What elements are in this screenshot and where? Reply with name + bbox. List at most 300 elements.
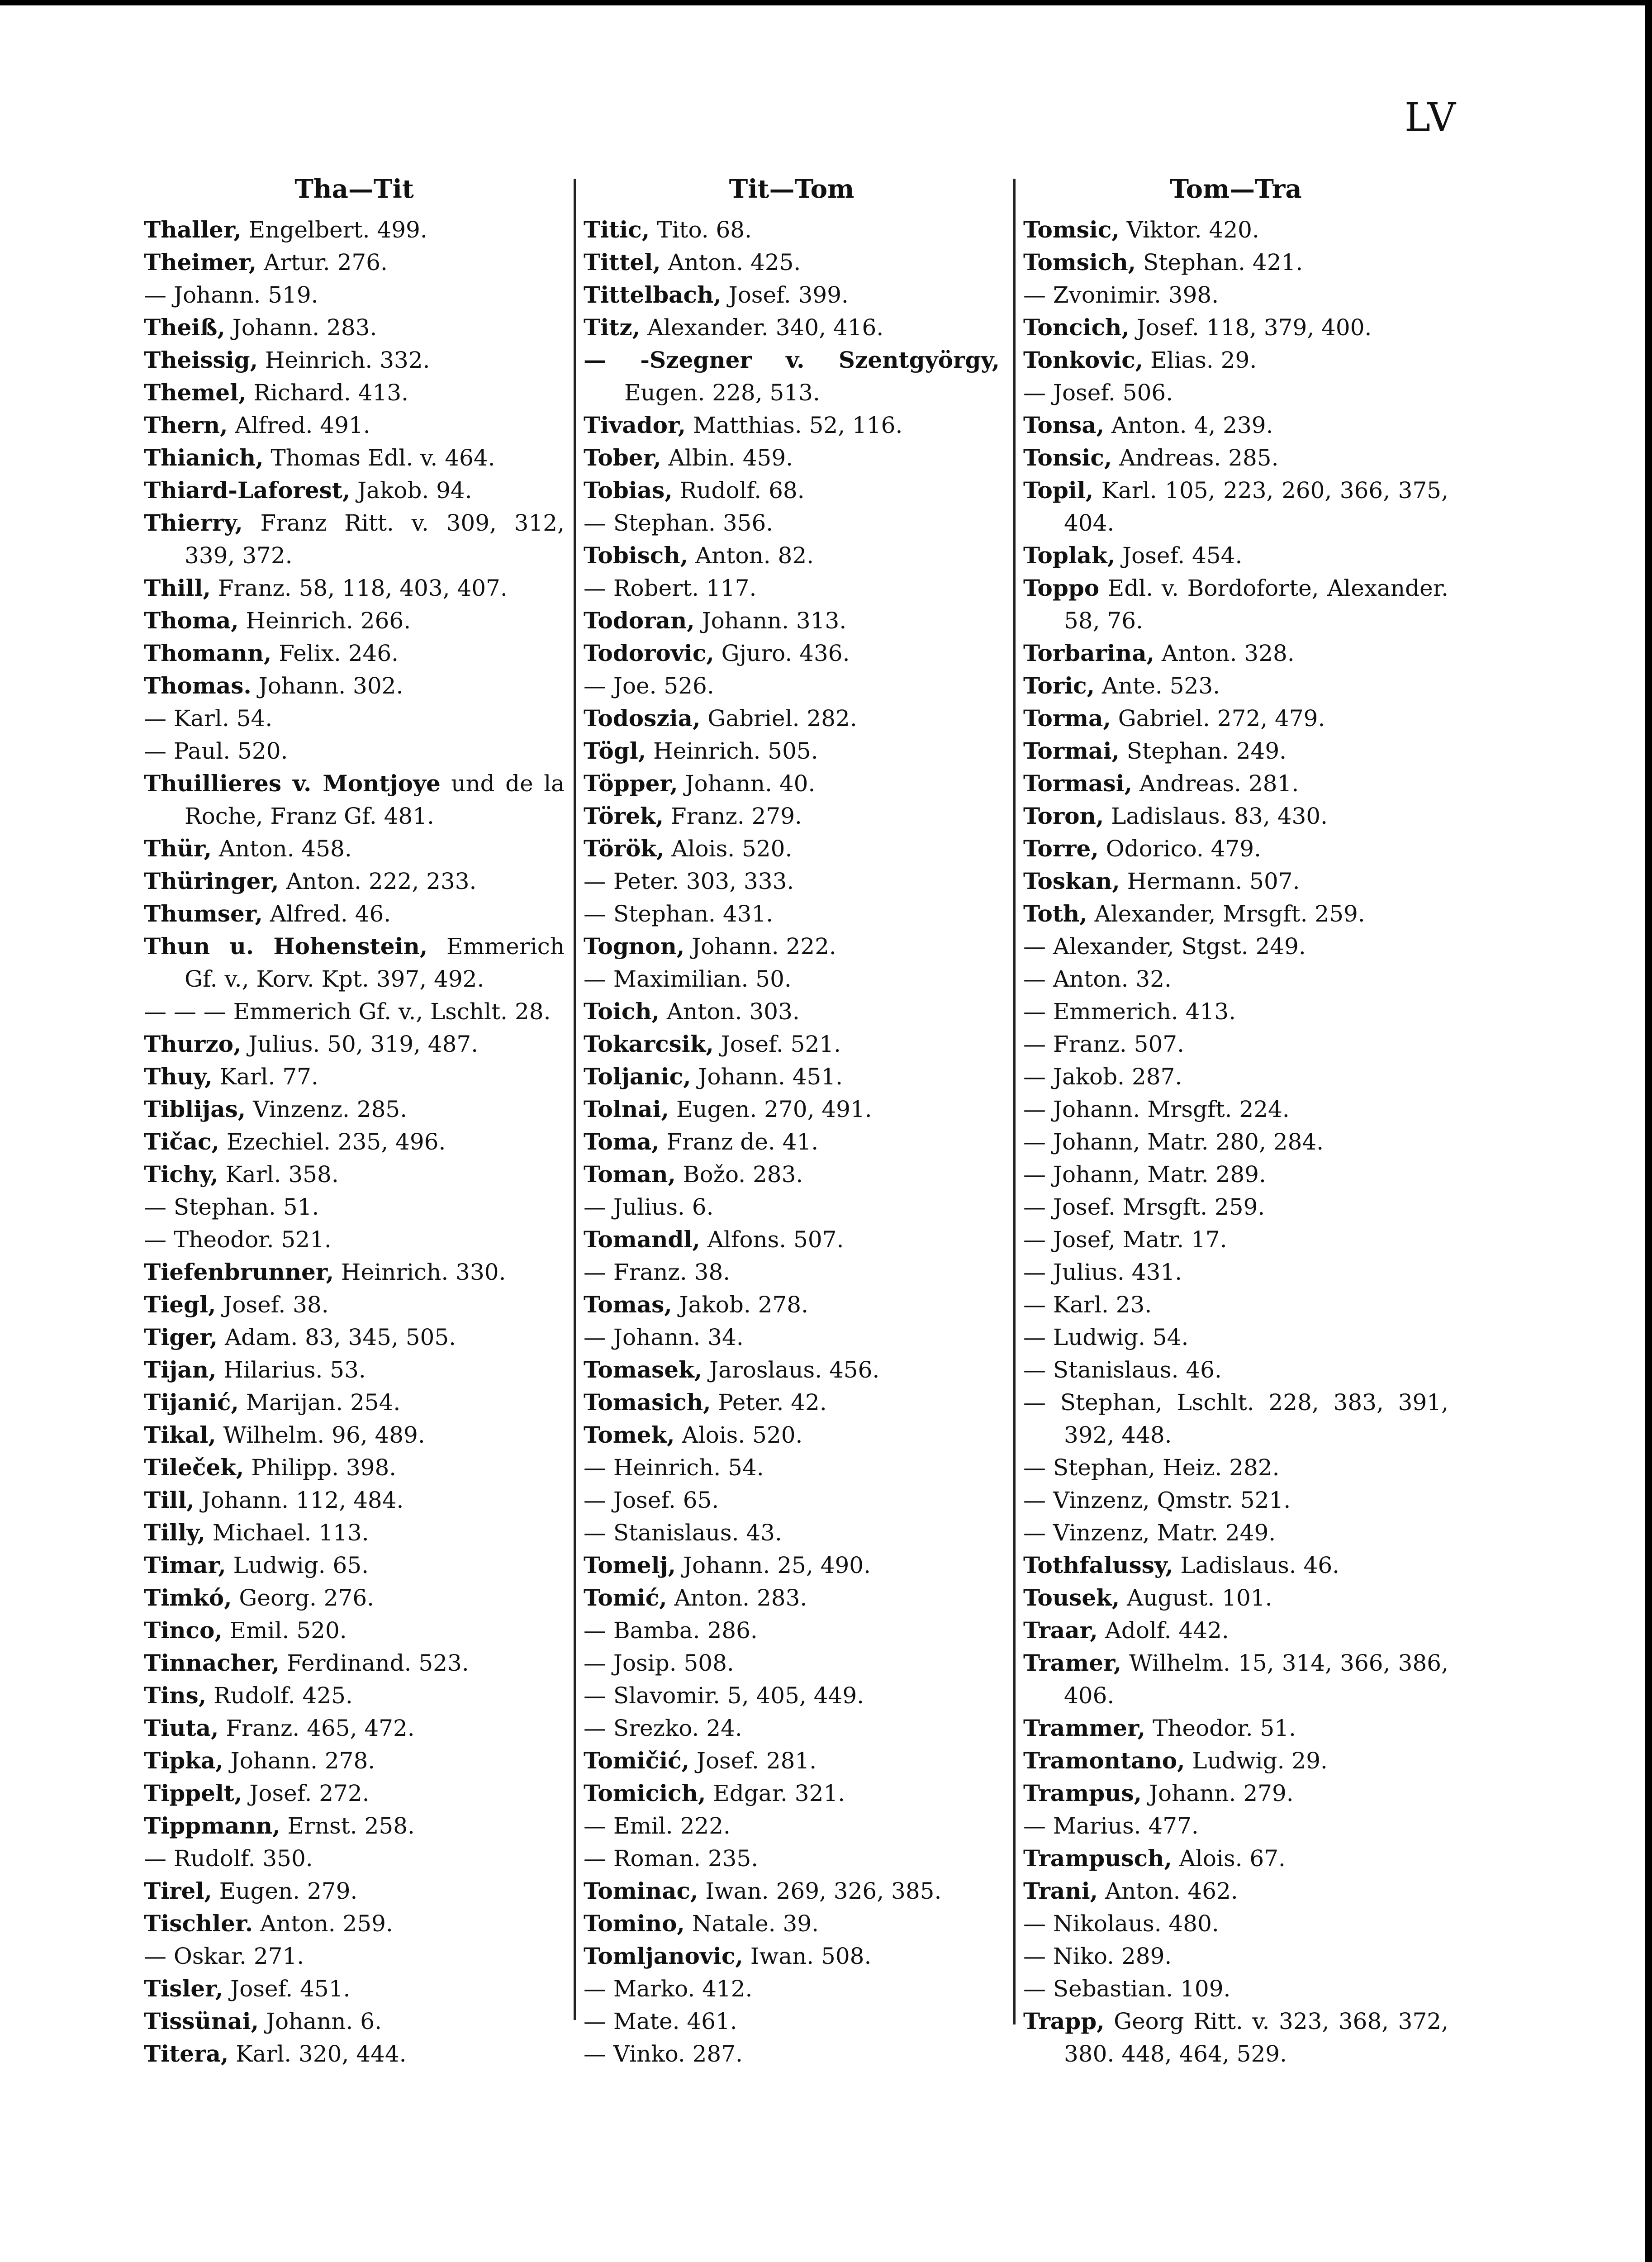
entry-details: — Sebastian. 109. [1023,1976,1231,2002]
entry-details: Rudolf. 68. [672,477,805,504]
index-entry [584,1679,1000,1712]
entry-details: Andreas. 281. [1132,770,1299,797]
entry-surname: Toric, [1023,672,1095,699]
entry-surname: Thüringer, [144,868,279,894]
entry-surname: Thomas. [144,672,252,699]
entry-details: Josef. 281. [689,1748,817,1774]
entry-surname: Tippelt, [144,1780,242,1806]
index-entry [584,311,1000,344]
entry-surname: Tomasek, [584,1356,703,1383]
entry-surname: Tomek, [584,1421,675,1448]
entry-surname: Thumser, [144,900,263,927]
entry-details: Franz. 58, 118, 403, 407. [210,575,508,601]
column-heading: Tha—Tit [294,174,414,204]
entry-surname: Toma, [584,1128,660,1155]
entry-surname: Timkó, [144,1584,232,1611]
entry-details: — Josef. 506. [1023,380,1173,406]
entry-surname: Tobias, [584,477,673,504]
index-entry [584,1126,1000,1158]
index-entry [584,930,1000,963]
index-entry [144,767,565,832]
index-entry [1023,2005,1448,2070]
entry-details: — Johann. 519. [144,282,318,308]
entry-details: Eugen. 279. [212,1878,358,1904]
entry-details: Iwan. 269, 326, 385. [698,1878,942,1904]
entry-details: Artur. 276. [256,249,388,276]
entry-surname: Tomsich, [1023,249,1136,276]
entry-surname: Thun u. Hohenstein, [144,933,428,960]
entry-surname: Toppo [1023,575,1100,601]
index-entry [1023,1582,1448,1614]
index-entry [1023,637,1448,670]
index-entry [584,1744,1000,1777]
entry-details: Richard. 413. [246,380,409,406]
entry-details: Jakob. 278. [672,1292,808,1318]
index-entry [584,1972,1000,2005]
index-entry [144,1875,565,1907]
entry-surname: Trampus, [1023,1780,1142,1806]
index-entry [584,442,1000,474]
entry-details: Alfred. 46. [262,901,391,927]
index-entry [584,246,1000,279]
entry-surname: Tittelbach, [584,281,722,308]
entry-details: — Joe. 526. [584,673,714,699]
entry-surname: Tins, [144,1682,207,1709]
index-entry [144,2038,565,2070]
index-entry [1023,1321,1448,1354]
entry-surname: Tonkovic, [1023,347,1144,373]
entry-details: — Johann, Matr. 280, 284. [1023,1129,1324,1155]
index-entry [1023,1549,1448,1582]
entry-details: Eugen. 270, 491. [669,1096,872,1122]
index-entry [584,1419,1000,1451]
entry-surname: Tivador, [584,412,686,438]
index-entry [144,1256,565,1288]
index-entry [584,898,1000,930]
entry-details: — Bamba. 286. [584,1617,758,1644]
index-entry [1023,214,1448,246]
index-entry [144,246,565,279]
entry-surname: Trani, [1023,1877,1098,1904]
entry-surname: Titic, [584,216,650,243]
index-entry [144,735,565,767]
entry-details: — Theodor. 521. [144,1226,332,1253]
entry-details: Anton. 82. [688,542,814,569]
index-entry [584,637,1000,670]
index-entry [1023,344,1448,376]
entry-surname: Tober, [584,444,661,471]
entry-surname: Törek, [584,803,664,829]
entry-details: August. 101. [1120,1585,1272,1611]
entry-surname: Tokarcsik, [584,1031,714,1057]
entry-details: Anton. 222, 233. [279,868,477,894]
index-entry [584,1907,1000,1940]
entry-surname: Tominac, [584,1877,698,1904]
index-entry [1023,670,1448,702]
entry-details: Emil. 520. [222,1617,347,1644]
scan-border-top [0,0,1652,5]
index-entry [144,1288,565,1321]
entry-details: — Srezko. 24. [584,1715,742,1741]
index-entry [1023,409,1448,442]
index-entry [144,1614,565,1647]
entry-details: und de la Roche, Franz Gf. 481. [185,770,565,829]
index-entry [584,1582,1000,1614]
entry-details: — Vinzenz, Matr. 249. [1023,1520,1276,1546]
index-entry [144,1582,565,1614]
entry-details: — Franz. 507. [1023,1031,1184,1057]
entry-details: Ludwig. 65. [226,1552,369,1578]
entry-surname: Tijan, [144,1356,217,1383]
entry-surname: Thür, [144,835,212,862]
entry-details: Rudolf. 425. [206,1682,353,1709]
entry-details: Edl. v. Bordoforte, Alexander. 58, 76. [1064,575,1448,634]
entry-surname: Tiegl, [144,1291,216,1318]
entry-details: Vinzenz. 285. [246,1096,408,1122]
index-entry [144,474,565,507]
entry-surname: Thern, [144,412,228,438]
entry-surname: Themel, [144,379,247,406]
entry-surname: Tramer, [1023,1649,1122,1676]
entry-details: Heinrich. 266. [238,608,411,634]
entry-details: — Robert. 117. [584,575,757,601]
index-entry [1023,1256,1448,1288]
entry-details: — Mate. 461. [584,2008,737,2034]
index-entry [584,767,1000,800]
index-entry [584,963,1000,995]
entry-surname: Tinnacher, [144,1649,280,1676]
entry-surname: Thill, [144,575,211,601]
index-entry [584,1451,1000,1484]
entry-details: Ludwig. 29. [1185,1748,1328,1774]
entry-details: Johann. 313. [694,608,847,634]
index-entry [584,1060,1000,1093]
entry-details: — Josip. 508. [584,1650,734,1676]
index-entry [144,702,565,735]
index-entry [1023,1810,1448,1842]
index-entry [584,1549,1000,1582]
entry-details: Johann. 6. [259,2008,382,2034]
index-entry [1023,1875,1448,1907]
index-entry [144,1419,565,1451]
index-entry [1023,442,1448,474]
entry-surname: Thurzo, [144,1031,242,1057]
entry-details: — Marko. 412. [584,1976,753,2002]
index-entry [1023,1777,1448,1810]
entry-surname: Thuillieres v. Montjoye [144,770,441,797]
index-entry [1023,1223,1448,1256]
index-entry [144,865,565,898]
entry-details: Viktor. 420. [1119,217,1259,243]
entry-surname: Thianich, [144,444,264,471]
entry-details: Alois. 520. [674,1422,803,1448]
entry-surname: Trampusch, [1023,1845,1172,1872]
entry-details: Anton. 259. [253,1910,393,1937]
entry-surname: Todoran, [584,607,695,634]
entry-surname: Thierry, [144,509,243,536]
index-entry [1023,1972,1448,2005]
entry-details: — Franz. 38. [584,1259,731,1285]
index-entry [144,344,565,376]
entry-details: — Stanislaus. 46. [1023,1357,1222,1383]
index-entry [144,1744,565,1777]
entry-details: — Julius. 6. [584,1194,714,1220]
index-entry [144,1777,565,1810]
entry-details: Alexander, Mrsgft. 259. [1087,901,1365,927]
index-entry [1023,1712,1448,1744]
index-entry [1023,1842,1448,1875]
index-entry [584,1516,1000,1549]
entry-surname: Torre, [1023,835,1099,862]
entry-details: Marijan. 254. [238,1389,401,1416]
index-entry [144,1223,565,1256]
index-entry [584,1223,1000,1256]
entry-surname: Thiard-Laforest, [144,477,351,504]
index-entry [584,1256,1000,1288]
entry-details: Josef. 399. [721,282,849,308]
entry-details: — Maximilian. 50. [584,966,792,992]
entry-details: Johann. 451. [691,1064,843,1090]
index-entry [584,1875,1000,1907]
index-entry [1023,930,1448,963]
entry-details: — Peter. 303, 333. [584,868,794,894]
index-entry [1023,832,1448,865]
index-entry [144,507,565,572]
entry-surname: Thuy, [144,1063,213,1090]
entry-surname: Trapp, [1023,2008,1105,2034]
entry-surname: Tilly, [144,1519,205,1546]
index-entry [584,507,1000,539]
entry-surname: Tonsa, [1023,412,1105,438]
index-entry [584,1810,1000,1842]
index-entry [584,1093,1000,1126]
entry-details: Ezechiel. 235, 496. [219,1129,446,1155]
index-entry [1023,702,1448,735]
entry-surname: Theiß, [144,314,225,341]
entry-details: Tito. 68. [650,217,752,243]
column-heading: Tom—Tra [1170,174,1302,204]
index-column-3 [1023,167,1448,2070]
entry-details: — Emil. 222. [584,1813,731,1839]
index-entry [1023,1093,1448,1126]
index-entry [584,1191,1000,1223]
entry-details: Matthias. 52, 116. [686,412,903,438]
entry-surname: Tomandl, [584,1226,700,1253]
entry-details: Anton. 425. [660,249,801,276]
entry-details: — Niko. 289. [1023,1943,1172,1969]
entry-details: Franz de. 41. [659,1129,819,1155]
entry-surname: Tobisch, [584,542,688,569]
entry-details: Edgar. 321. [706,1780,845,1806]
entry-details: — Ludwig. 54. [1023,1324,1189,1350]
entry-surname: Tormai, [1023,737,1120,764]
entry-surname: Tramontano, [1023,1747,1185,1774]
index-entry [584,832,1000,865]
index-entry [1023,279,1448,311]
entry-details: Karl. 358. [218,1161,339,1188]
entry-details: — Stephan, Heiz. 282. [1023,1454,1280,1481]
index-entry [584,1354,1000,1386]
index-entry [144,1126,565,1158]
entry-surname: Tirel, [144,1877,212,1904]
entry-surname: Tittel, [584,249,661,276]
entry-details: Božo. 283. [675,1161,803,1188]
index-entry [144,930,565,995]
entry-details: Emmerich Gf. v., Korv. Kpt. 397, 492. [185,933,565,992]
entry-details: Michael. 113. [205,1520,369,1546]
column-heading: Tit—Tom [729,174,854,204]
index-entry [144,1386,565,1419]
entry-surname: Toron, [1023,803,1104,829]
entry-details: Josef. 118, 379, 400. [1129,314,1372,341]
entry-details: — Josef. Mrsgft. 259. [1023,1194,1265,1220]
entry-details: — Karl. 23. [1023,1292,1152,1318]
entry-details: Heinrich. 330. [333,1259,506,1285]
index-entry [584,1288,1000,1321]
index-entry [144,279,565,311]
entry-details: — Stephan. 356. [584,510,774,536]
entry-surname: Tichy, [144,1161,218,1188]
entry-details: Wilhelm. 96, 489. [216,1422,425,1448]
entry-surname: Todorovic, [584,640,714,666]
entry-details: Georg Ritt. v. 323, 368, 372, 380. 448, 464, 529. [1064,2008,1448,2067]
entry-surname: Thaller, [144,216,242,243]
index-entry [584,1842,1000,1875]
entry-details: Thomas Edl. v. 464. [263,445,495,471]
entry-details: Karl. 105, 223, 260, 366, 375, 404. [1064,477,1448,536]
entry-details: — — — Emmerich Gf. v., Lschlt. 28. [144,998,551,1025]
entry-surname: Theissig, [144,347,258,373]
entry-details: — Josef, Matr. 17. [1023,1226,1227,1253]
index-entry [144,442,565,474]
index-entry [1023,1028,1448,1060]
entry-surname: Tothfalussy, [1023,1552,1173,1578]
entry-details: Jaroslaus. 456. [702,1357,880,1383]
index-entry [584,1614,1000,1647]
entry-surname: Trammer, [1023,1715,1146,1741]
index-entry [144,1516,565,1549]
entry-surname: Tileček, [144,1454,244,1481]
entry-surname: Tipka, [144,1747,223,1774]
entry-details: Franz Ritt. v. 309, 312, 339, 372. [185,510,565,569]
entry-details: — Julius. 431. [1023,1259,1182,1285]
entry-surname: Tomsic, [1023,216,1120,243]
entry-surname: Tikal, [144,1421,216,1448]
index-entry [584,670,1000,702]
entry-details: Philipp. 398. [244,1454,397,1481]
entry-details: — Vinzenz, Qmstr. 521. [1023,1487,1291,1513]
entry-surname: Topil, [1023,477,1094,504]
index-entry [1023,1354,1448,1386]
entry-details: — Marius. 477. [1023,1813,1199,1839]
entry-details: Anton. 4, 239. [1104,412,1273,438]
entry-details: Ernst. 258. [280,1813,415,1839]
index-entry [144,214,565,246]
index-entry [584,1158,1000,1191]
index-entry [1023,898,1448,930]
entry-details: — Roman. 235. [584,1845,759,1872]
entry-details: — Heinrich. 54. [584,1454,764,1481]
index-entry [584,1777,1000,1810]
index-entry [584,1321,1000,1354]
index-entry [144,1549,565,1582]
index-entry [144,832,565,865]
index-entry [1023,311,1448,344]
entry-surname: Tiefenbrunner, [144,1259,334,1285]
index-entry [584,2038,1000,2070]
index-entry [144,1940,565,1972]
entry-details: — Zvonimir. 398. [1023,282,1219,308]
entry-details: — Stephan, Lschlt. 228, 383, 391, 392, 448. [1023,1389,1448,1448]
entry-details: Stephan. 249. [1119,738,1287,764]
entry-details: Heinrich. 332. [258,347,430,373]
entry-details: — Paul. 520. [144,738,288,764]
index-entry [1023,539,1448,572]
entry-details: Johann. 222. [684,933,836,960]
index-entry [584,474,1000,507]
index-entry [144,637,565,670]
entry-details: — Stephan. 51. [144,1194,319,1220]
index-entry [584,800,1000,832]
entry-surname: Tonsic, [1023,444,1112,471]
index-entry [1023,1940,1448,1972]
index-entry [1023,376,1448,409]
entry-details: Heinrich. 505. [646,738,818,764]
entry-details: Engelbert. 499. [241,217,427,243]
index-entry [1023,1451,1448,1484]
entry-details: Alois. 520. [664,836,793,862]
index-entry [1023,1158,1448,1191]
index-entry [144,1321,565,1354]
entry-details: Wilhelm. 15, 314, 366, 386, 406. [1064,1650,1448,1709]
index-entry [584,1647,1000,1679]
index-entry [584,1028,1000,1060]
entry-details: Josef. 272. [242,1780,370,1806]
entry-surname: Thoma, [144,607,239,634]
entry-details: Josef. 38. [216,1292,329,1318]
entry-details: Anton. 303. [660,998,800,1025]
entry-surname: Timar, [144,1552,226,1578]
entry-details: — Vinko. 287. [584,2041,743,2067]
index-entry [144,1354,565,1386]
entry-details: Ante. 523. [1095,673,1220,699]
entry-details: Karl. 320, 444. [228,2041,407,2067]
entry-details: Peter. 42. [711,1389,827,1416]
index-entry [1023,995,1448,1028]
index-entry [144,1158,565,1191]
entry-details: Alexander. 340, 416. [640,314,884,341]
index-column-1 [144,167,565,2070]
index-entry [1023,1907,1448,1940]
entry-details: — Stanislaus. 43. [584,1520,782,1546]
entry-surname: — -Szegner v. Szentgyörgy, [584,347,1000,373]
entry-surname: Tomino, [584,1910,685,1937]
index-entry [1023,474,1448,539]
entry-surname: Toplak, [1023,542,1116,569]
entry-surname: Tiuta, [144,1715,219,1741]
entry-details: — Johann. Mrsgft. 224. [1023,1096,1290,1122]
entry-details: Anton. 328. [1154,640,1295,666]
entry-details: — Oskar. 271. [144,1943,304,1969]
entry-details: Natale. 39. [684,1910,819,1937]
index-entry [144,311,565,344]
entry-surname: Tinco, [144,1617,223,1644]
page-number: LV [1404,95,1457,140]
index-entry [144,1028,565,1060]
entry-details: Johann. 40. [678,770,816,797]
entry-surname: Tissünai, [144,2008,259,2034]
entry-surname: Tiblijas, [144,1096,246,1122]
